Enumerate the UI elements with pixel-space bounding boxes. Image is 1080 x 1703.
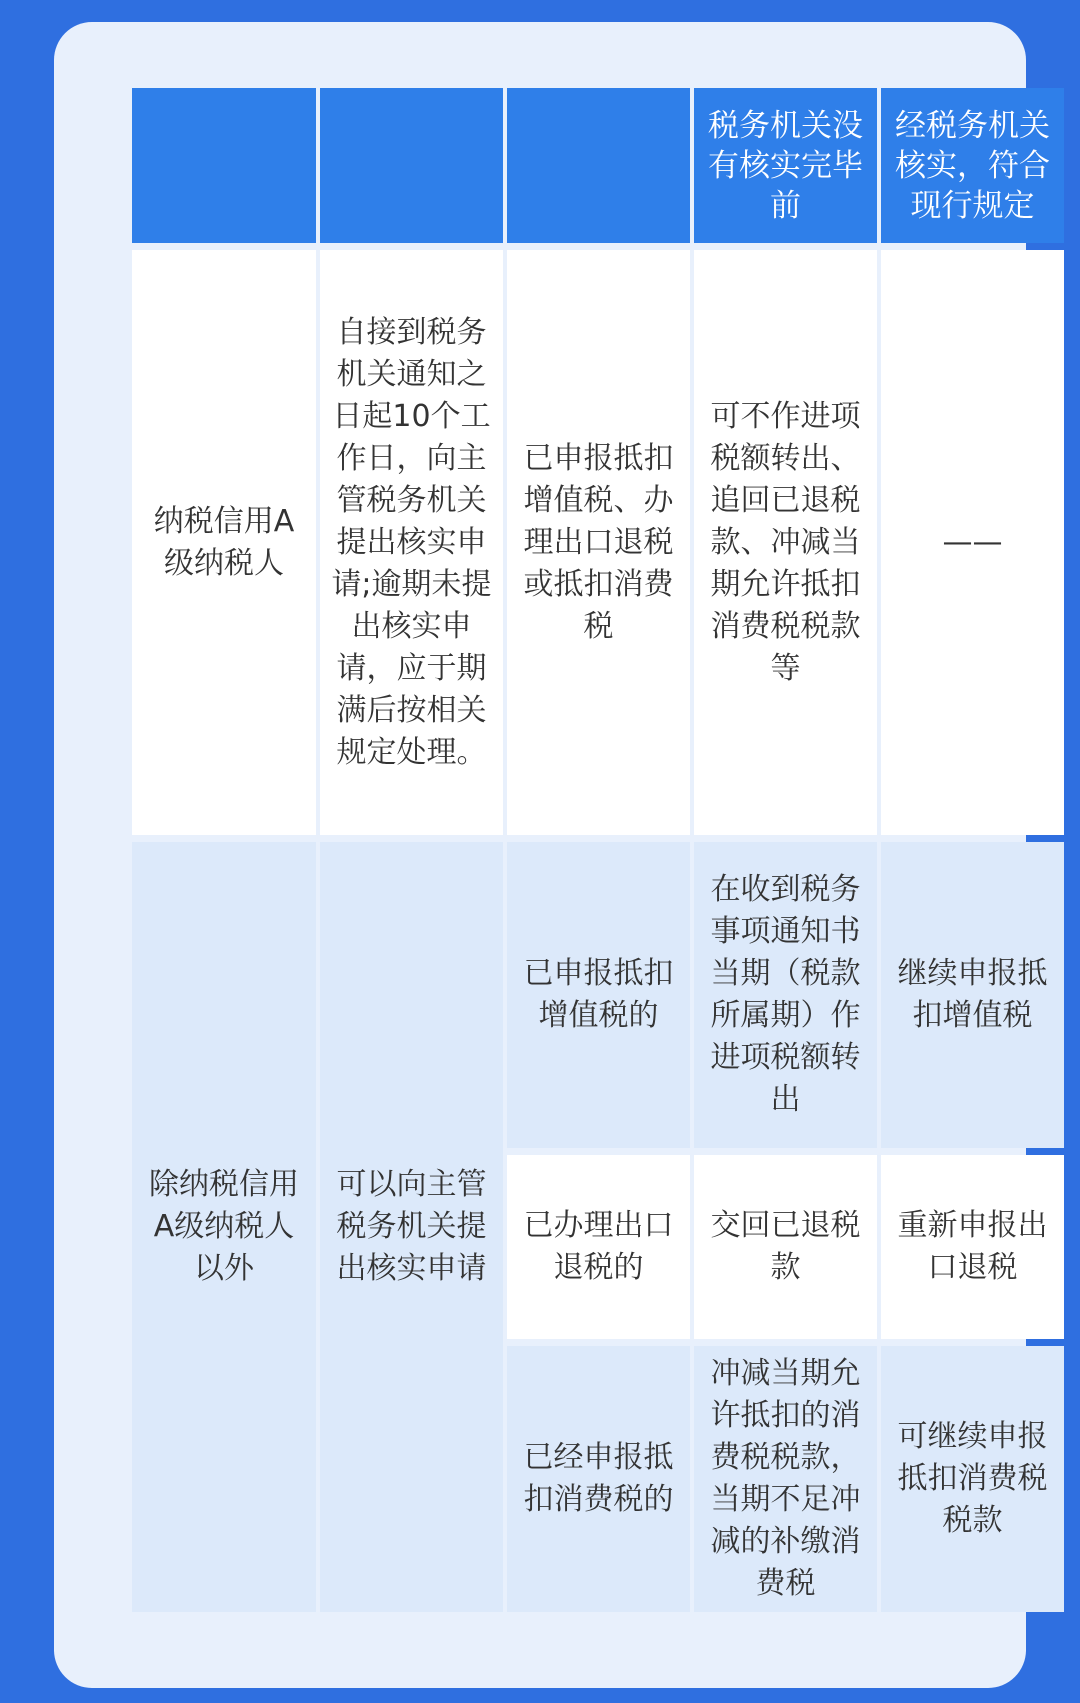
row-b2-after-verification-text: 重新申报出口退税	[897, 1208, 1048, 1285]
row-b3-situation	[507, 1346, 690, 1612]
row-b1-before-verification	[694, 842, 877, 1148]
row-b2-before-verification-text: 交回已退税款	[710, 1208, 861, 1285]
row-b3-before-verification	[694, 1346, 877, 1612]
row-b-taxpayer-type-text: 除纳税信用A级纳税人以外	[149, 1167, 299, 1286]
row-b3-after-verification	[881, 1346, 1064, 1612]
row-a-after-verification-text: ——	[942, 524, 1003, 560]
row-a-taxpayer-type	[132, 250, 316, 835]
header-after-verification-text: 经税务机关核实，符合现行规定	[895, 107, 1050, 224]
row-a-application	[320, 250, 503, 835]
row-b3-after-verification-text: 可继续申报抵扣消费税税款	[897, 1419, 1048, 1538]
header-after-verification	[881, 88, 1064, 243]
row-b-application-text: 可以向主管税务机关提出核实申请	[336, 1167, 487, 1286]
row-a-before-verification	[694, 250, 877, 835]
header-before-verification-text: 税务机关没有核实完毕前	[708, 107, 863, 224]
row-b2-situation-text: 已办理出口退税的	[523, 1208, 674, 1285]
row-b-taxpayer-type	[132, 842, 316, 1612]
row-b1-after-verification-text: 继续申报抵扣增值税	[897, 956, 1048, 1033]
header-cell-1	[132, 88, 316, 243]
row-b3-before-verification-text: 冲减当期允许抵扣的消费税税款，当期不足冲减的补缴消费税	[710, 1356, 861, 1601]
header-cell-2	[320, 88, 503, 243]
row-a-application-text: 自接到税务机关通知之日起10个工作日，向主管税务机关提出核实申请;逾期未提出核实申请，应于期满后按相关规定处理。	[331, 314, 492, 770]
row-b3-situation-text: 已经申报抵扣消费税的	[523, 1440, 674, 1517]
header-cell-3	[507, 88, 690, 243]
content-card	[54, 22, 1050, 1688]
row-a-taxpayer-type-text: 纳税信用A级纳税人	[153, 503, 295, 581]
row-a-situation	[507, 250, 690, 835]
row-b2-after-verification	[881, 1155, 1064, 1339]
row-b1-situation	[507, 842, 690, 1148]
row-a-situation-text: 已申报抵扣增值税、办理出口退税或抵扣消费税	[523, 440, 674, 644]
row-b2-situation	[507, 1155, 690, 1339]
tax-table	[132, 88, 1066, 1602]
row-b1-situation-text: 已申报抵扣增值税的	[523, 956, 674, 1033]
row-a-after-verification	[881, 250, 1064, 835]
row-b2-before-verification	[694, 1155, 877, 1339]
row-a-before-verification-text: 可不作进项税额转出、追回已退税款、冲减当期允许抵扣消费税税款等	[710, 398, 861, 686]
row-b1-after-verification	[881, 842, 1064, 1148]
row-b-application	[320, 842, 503, 1612]
header-before-verification	[694, 88, 877, 243]
row-b1-before-verification-text: 在收到税务事项通知书当期（税款所属期）作进项税额转出	[710, 872, 861, 1117]
